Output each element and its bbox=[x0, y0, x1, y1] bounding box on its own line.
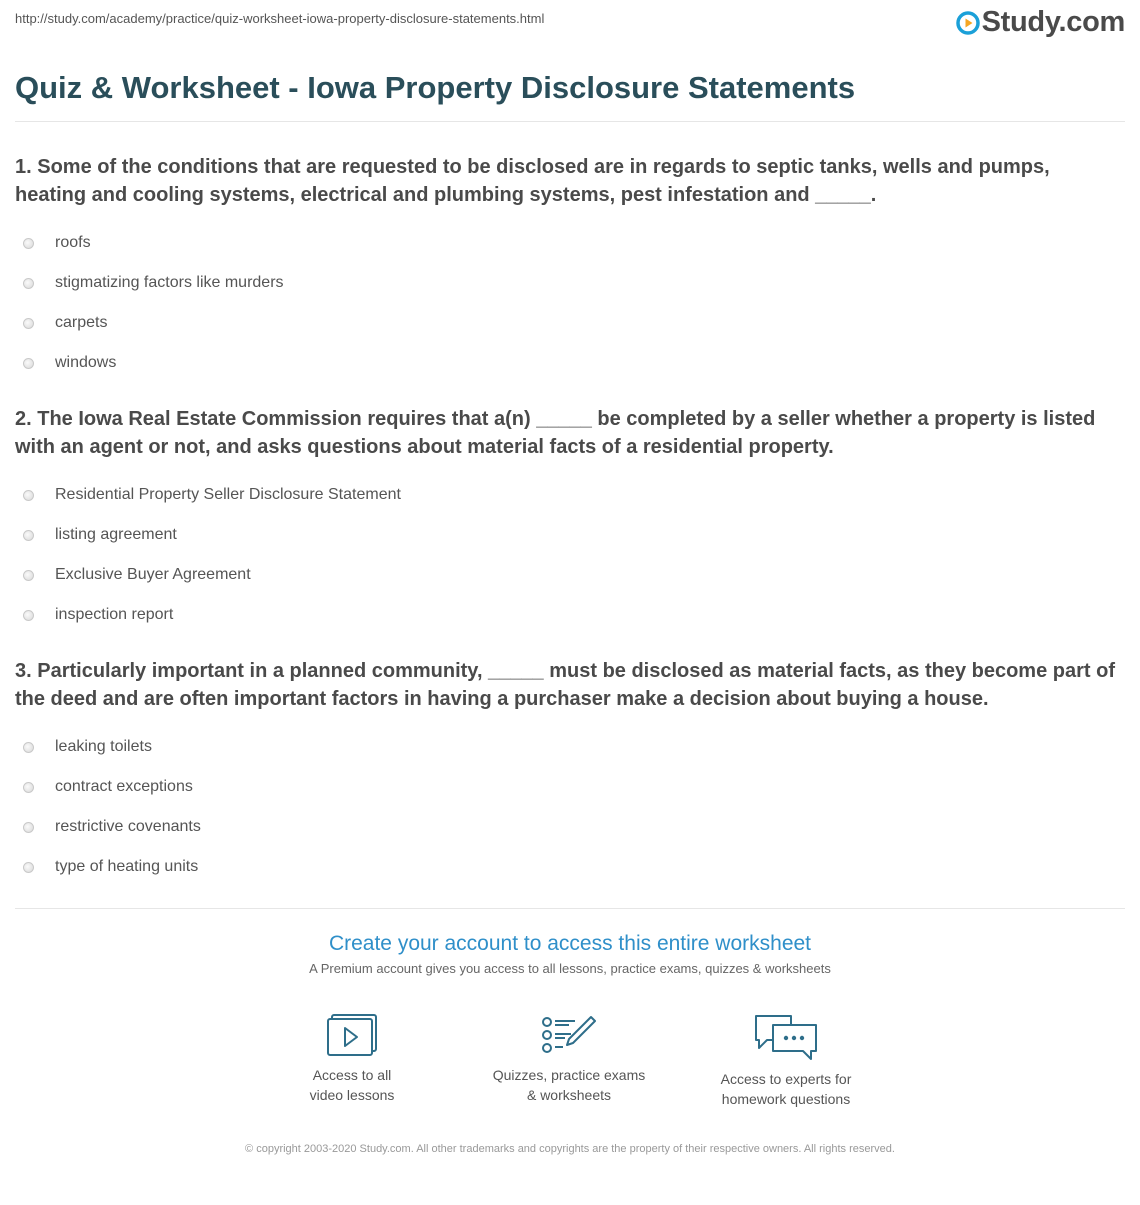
page bbox=[15, 0, 1125, 1205]
feature-text-line1: Access to all bbox=[312, 1067, 392, 1083]
answer-option[interactable] bbox=[15, 475, 1125, 515]
question-2 bbox=[15, 405, 1125, 635]
play-circle-icon bbox=[956, 11, 980, 35]
answer-label: Residential Property Seller Disclosure Statement bbox=[55, 486, 401, 503]
feature-video-lessons bbox=[252, 1013, 452, 1105]
top-bar bbox=[15, 0, 1125, 50]
answer-label: carpets bbox=[55, 314, 108, 331]
answer-option[interactable] bbox=[15, 727, 1125, 767]
answer-option[interactable] bbox=[15, 767, 1125, 807]
radio-button[interactable] bbox=[23, 782, 34, 793]
radio-button[interactable] bbox=[23, 490, 34, 501]
feature-quizzes bbox=[469, 1013, 669, 1105]
answer-option[interactable] bbox=[15, 595, 1125, 635]
question-3 bbox=[15, 657, 1125, 887]
radio-button[interactable] bbox=[23, 238, 34, 249]
question-text: 3. Particularly important in a planned community, _____ must be disclosed as material facts, as they become part of the deed and are often important factors in having a purchaser make a decision about buying a house. bbox=[15, 660, 1115, 710]
radio-button[interactable] bbox=[23, 862, 34, 873]
answer-option[interactable] bbox=[15, 847, 1125, 887]
answer-options bbox=[15, 475, 1125, 635]
answer-option[interactable] bbox=[15, 807, 1125, 847]
radio-button[interactable] bbox=[23, 610, 34, 621]
radio-button[interactable] bbox=[23, 530, 34, 541]
answer-options bbox=[15, 727, 1125, 887]
answer-options bbox=[15, 223, 1125, 383]
feature-text-line1: Quizzes, practice exams bbox=[492, 1067, 646, 1083]
answer-option[interactable] bbox=[15, 223, 1125, 263]
feature-experts bbox=[686, 1013, 886, 1109]
create-account-link[interactable]: Create your account to access this entire worksheet bbox=[328, 932, 812, 955]
promo-subheading: A Premium account gives you access to all lessons, practice exams, quizzes & worksheets bbox=[309, 961, 831, 976]
title-divider bbox=[15, 121, 1125, 122]
answer-option[interactable] bbox=[15, 303, 1125, 343]
radio-button[interactable] bbox=[23, 742, 34, 753]
answer-label: Exclusive Buyer Agreement bbox=[55, 566, 251, 583]
feature-text-line2: video lessons bbox=[309, 1087, 395, 1103]
study-logo[interactable] bbox=[956, 6, 1125, 39]
page-url: http://study.com/academy/practice/quiz-worksheet-iowa-property-disclosure-statements.html bbox=[15, 11, 545, 26]
answer-label: inspection report bbox=[55, 606, 174, 623]
chat-bubbles-icon bbox=[753, 1013, 819, 1061]
answer-label: contract exceptions bbox=[55, 778, 193, 795]
video-lessons-icon bbox=[326, 1013, 378, 1057]
question-text: 2. The Iowa Real Estate Commission requires that a(n) _____ be completed by a seller whether a property is listed with an agent or not, and asks questions about material facts of a residential property. bbox=[15, 408, 1096, 458]
section-divider bbox=[15, 908, 1125, 909]
copyright-notice: © copyright 2003-2020 Study.com. All other trademarks and copyrights are the property of their respective owners. All rights reserved. bbox=[245, 1143, 895, 1155]
question-1 bbox=[15, 153, 1125, 383]
answer-label: type of heating units bbox=[55, 858, 199, 875]
signup-promo bbox=[15, 930, 1125, 976]
radio-button[interactable] bbox=[23, 822, 34, 833]
answer-label: leaking toilets bbox=[55, 738, 152, 755]
question-text: 1. Some of the conditions that are requested to be disclosed are in regards to septic tanks, wells and pumps, heating and cooling systems, electrical and plumbing systems, pest infestation and _____. bbox=[15, 156, 1050, 206]
logo-text: Study.com bbox=[981, 6, 1125, 38]
feature-text-line1: Access to experts for bbox=[720, 1071, 852, 1087]
radio-button[interactable] bbox=[23, 318, 34, 329]
answer-label: stigmatizing factors like murders bbox=[55, 274, 284, 291]
answer-label: windows bbox=[55, 354, 117, 371]
radio-button[interactable] bbox=[23, 570, 34, 581]
feature-text-line2: homework questions bbox=[721, 1091, 851, 1107]
answer-label: restrictive covenants bbox=[55, 818, 201, 835]
radio-button[interactable] bbox=[23, 358, 34, 369]
answer-option[interactable] bbox=[15, 555, 1125, 595]
answer-option[interactable] bbox=[15, 263, 1125, 303]
answer-label: roofs bbox=[55, 234, 91, 251]
answer-label: listing agreement bbox=[55, 526, 177, 543]
radio-button[interactable] bbox=[23, 278, 34, 289]
feature-text-line2: & worksheets bbox=[526, 1087, 612, 1103]
answer-option[interactable] bbox=[15, 515, 1125, 555]
page-title: Quiz & Worksheet - Iowa Property Disclosure Statements bbox=[15, 70, 856, 105]
quiz-checklist-icon bbox=[541, 1013, 597, 1057]
answer-option[interactable] bbox=[15, 343, 1125, 383]
